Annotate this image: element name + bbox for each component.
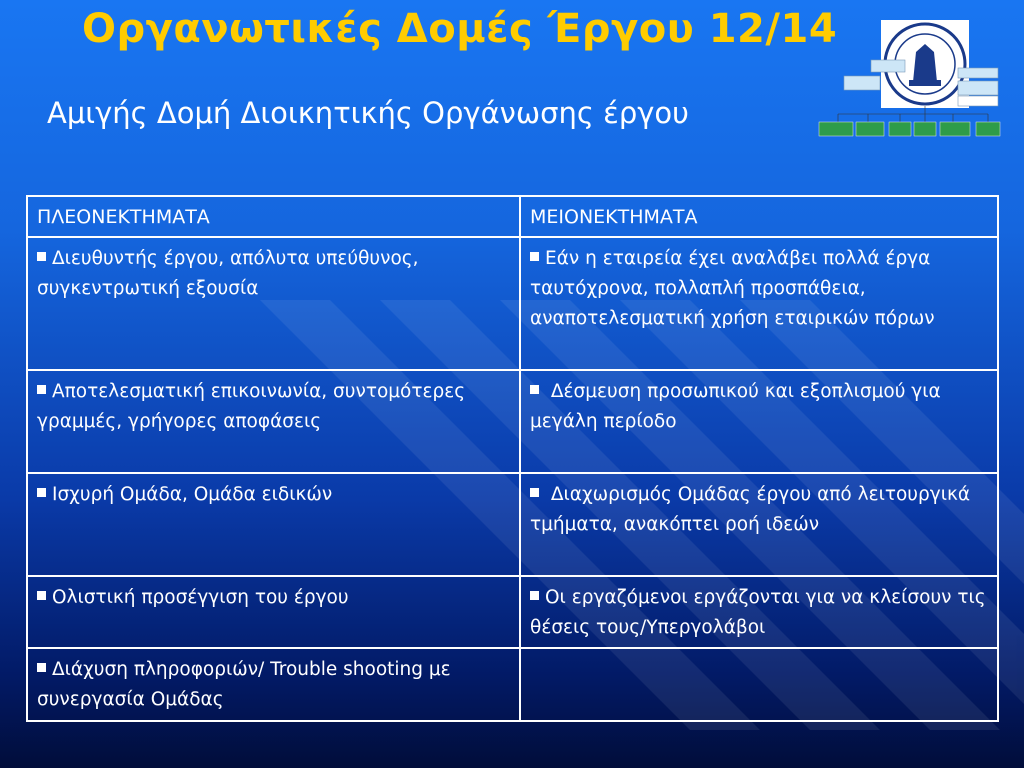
pro-cell: [27, 370, 520, 473]
con-text: Οι εργαζόμενοι εργάζονται για να κλείσουν τις θέσεις τους/Υπεργολάβοι: [530, 587, 986, 638]
pros-cons-table: [26, 195, 999, 722]
pros-header: ΠΛΕΟΝΕΚΤΗΜΑΤΑ: [27, 196, 520, 237]
slide-subtitle: Αμιγής Δομή Διοικητικής Οργάνωσης έργου: [47, 96, 689, 130]
bullet-icon: [37, 488, 46, 497]
org-chart-thumbnail: [816, 18, 1002, 142]
pro-text: Διάχυση πληροφοριών/ Trouble shooting με συνεργασία Ομάδας: [37, 659, 451, 710]
con-cell: [520, 473, 998, 576]
bullet-icon: [37, 252, 46, 261]
con-text: Εάν η εταιρεία έχει αναλάβει πολλά έργα ταυτόχρονα, πολλαπλή προσπάθεια, αναποτελεσματική χρήση εταιρικών πόρων: [530, 248, 935, 329]
pro-cell: [27, 237, 520, 370]
bullet-icon: [530, 488, 539, 497]
bullet-icon: [530, 252, 539, 261]
table-row: [27, 370, 998, 473]
bullet-icon: [530, 385, 539, 394]
pro-text: Διευθυντής έργου, απόλυτα υπεύθυνος, συγκεντρωτική εξουσία: [37, 248, 419, 299]
bullet-icon: [37, 385, 46, 394]
cons-header: ΜΕΙΟΝΕΚΤΗΜΑΤΑ: [520, 196, 998, 237]
pro-text: Ολιστική προσέγγιση του έργου: [52, 587, 349, 608]
con-text: Δέσμευση προσωπικού και εξοπλισμού για μεγάλη περίοδο: [530, 381, 941, 432]
pro-cell: [27, 648, 520, 721]
table-row: [27, 237, 998, 370]
pro-cell: [27, 473, 520, 576]
pro-text: Αποτελεσματική επικοινωνία, συντομότερες γραμμές, γρήγορες αποφάσεις: [37, 381, 466, 432]
con-cell: [520, 370, 998, 473]
pro-cell: [27, 576, 520, 648]
con-cell: [520, 648, 998, 721]
con-cell: [520, 237, 998, 370]
table-row: [27, 648, 998, 721]
con-cell: [520, 576, 998, 648]
bullet-icon: [37, 663, 46, 672]
table-row: [27, 576, 998, 648]
slide-title: Οργανωτικές Δομές Έργου 12/14: [82, 6, 838, 52]
bullet-icon: [37, 591, 46, 600]
table-row: [27, 473, 998, 576]
bullet-icon: [530, 591, 539, 600]
con-text: Διαχωρισμός Ομάδας έργου από λειτουργικά τμήματα, ανακόπτει ροή ιδεών: [530, 484, 971, 535]
pro-text: Ισχυρή Ομάδα, Ομάδα ειδικών: [52, 484, 333, 505]
table-header-row: [27, 196, 998, 237]
